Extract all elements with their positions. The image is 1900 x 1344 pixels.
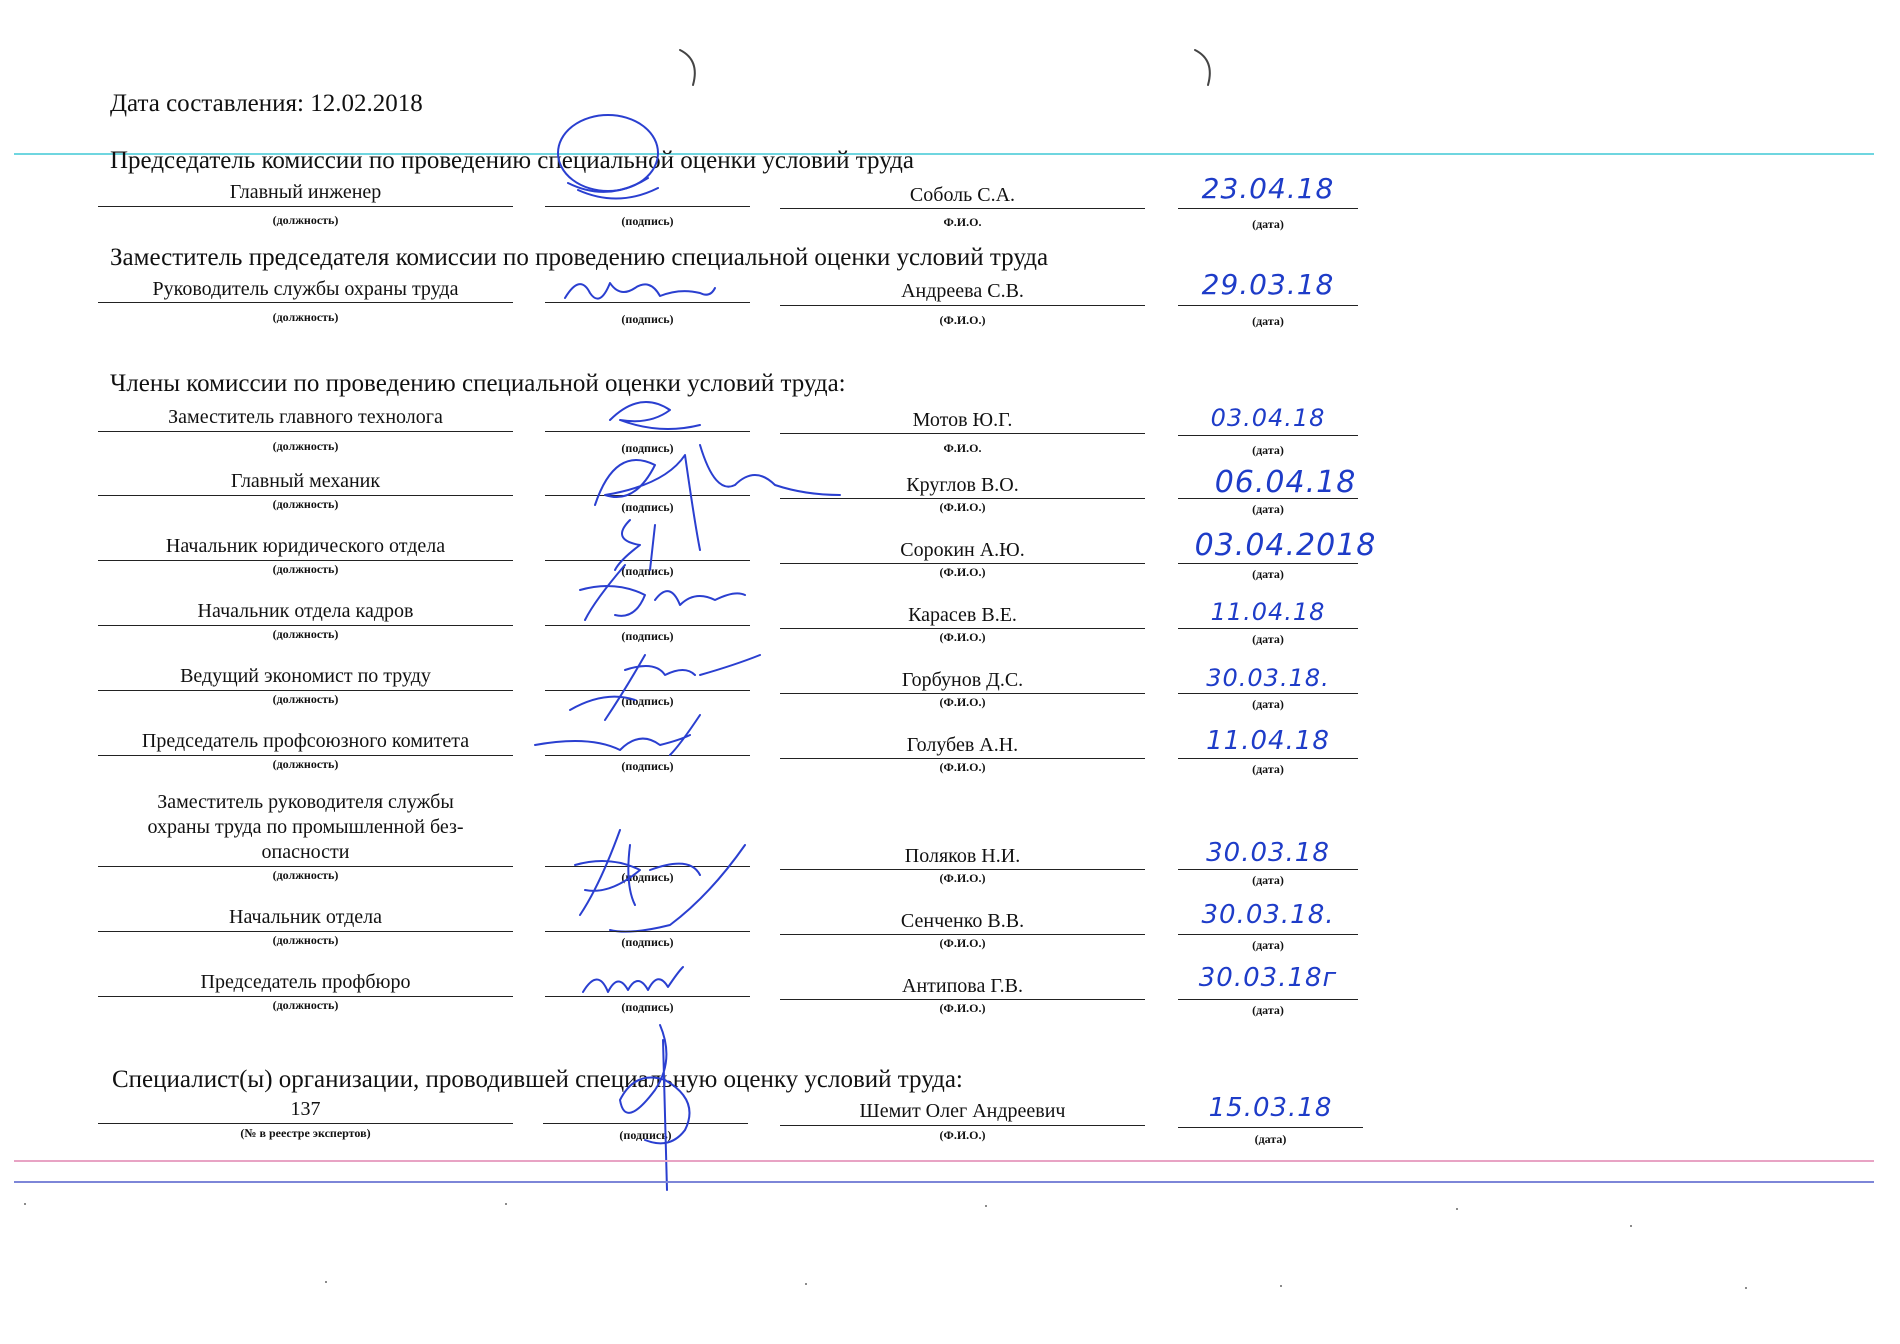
scan-dot: [1280, 1285, 1282, 1287]
chairman-header: Председатель комиссии по проведению специальной оценки условий труда: [110, 147, 914, 174]
specialist-signature-caption: (подпись): [619, 1128, 672, 1142]
member-name-caption: Ф.И.О.: [943, 441, 982, 455]
member-signature: [578, 962, 688, 1002]
specialist-name-caption: (Ф.И.О.): [939, 1128, 986, 1142]
scan-dot: [1630, 1225, 1632, 1227]
scan-mark-left: [675, 45, 705, 90]
member-date: 03.04.18: [1210, 404, 1326, 432]
deputy-date-caption: (дата): [1252, 314, 1284, 328]
deputy-signature-caption: (подпись): [621, 312, 674, 326]
member-name-line: [780, 869, 1145, 870]
member-position: Председатель профбюро: [200, 971, 411, 993]
member-date-line: [1178, 628, 1358, 629]
chairman-date-caption: (дата): [1252, 217, 1284, 231]
specialist-registry-number: 137: [290, 1098, 321, 1120]
member-date: 30.03.18.: [1206, 664, 1330, 692]
chairman-position: Главный инженер: [229, 181, 382, 203]
member-signature-caption: (подпись): [621, 564, 674, 578]
member-name-line: [780, 758, 1145, 759]
member-name: Голубев А.Н.: [906, 734, 1019, 756]
member-date-caption: (дата): [1252, 938, 1284, 952]
member-name-caption: (Ф.И.О.): [939, 565, 986, 579]
member-signature-caption: (подпись): [621, 629, 674, 643]
member-position-line: [98, 625, 513, 626]
member-position: Ведущий экономист по труду: [180, 665, 431, 687]
deputy-name: Андреева С.В.: [901, 280, 1024, 302]
member-position-line: [98, 755, 513, 756]
member-name-line: [780, 563, 1145, 564]
member-signature-caption: (подпись): [621, 694, 674, 708]
chairman-name: Соболь С.А.: [909, 184, 1016, 206]
member-date-caption: (дата): [1252, 632, 1284, 646]
member-date-line: [1178, 435, 1358, 436]
chairman-date: 23.04.18: [1201, 172, 1335, 205]
member-position-line: [98, 996, 513, 997]
specialist-name-line: [780, 1125, 1145, 1126]
member-position-line-3: опасности: [261, 841, 350, 863]
member-date-caption: (дата): [1252, 1003, 1284, 1017]
member-position-line: [98, 931, 513, 932]
member-position: Председатель профсоюзного комитета: [141, 730, 470, 752]
scan-dot: [24, 1203, 26, 1205]
scan-dot: [1745, 1287, 1747, 1289]
member-signature: [530, 710, 720, 760]
member-date: 30.03.18: [1206, 838, 1330, 868]
member-position: Начальник отдела: [229, 906, 382, 928]
specialist-registry-line: [98, 1123, 513, 1124]
member-date: 11.04.18: [1210, 598, 1326, 626]
member-signature: [575, 560, 750, 630]
member-date-line: [1178, 563, 1358, 564]
member-position: Заместитель главного технолога: [168, 406, 443, 428]
scan-dot: [1456, 1208, 1458, 1210]
member-date: 03.04.2018: [1194, 528, 1377, 563]
deputy-position-line: [98, 302, 513, 303]
scan-dot: [805, 1283, 807, 1285]
member-position: [98, 790, 513, 865]
member-date-caption: (дата): [1252, 697, 1284, 711]
member-position-line: [98, 431, 513, 432]
member-name-caption: (Ф.И.О.): [939, 936, 986, 950]
compilation-date: Дата составления: 12.02.2018: [110, 90, 423, 117]
specialist-name: Шемит Олег Андреевич: [859, 1100, 1066, 1122]
member-date: 06.04.18: [1214, 465, 1357, 500]
member-name: Сенченко В.В.: [900, 910, 1025, 932]
member-name: Горбунов Д.С.: [901, 669, 1024, 691]
deputy-name-line: [780, 305, 1145, 306]
member-name-caption: (Ф.И.О.): [939, 760, 986, 774]
specialist-date-line: [1178, 1127, 1363, 1128]
member-signature-caption: (подпись): [621, 441, 674, 455]
member-position-caption: (должность): [272, 562, 339, 576]
deputy-position: Руководитель службы охраны труда: [152, 278, 459, 300]
member-date: 11.04.18: [1206, 726, 1330, 756]
member-date-caption: (дата): [1252, 443, 1284, 457]
member-name-line: [780, 999, 1145, 1000]
member-date: 30.03.18г: [1198, 963, 1338, 993]
scan-band-pink: [14, 1160, 1874, 1162]
deputy-signature: [560, 268, 720, 313]
deputy-header: Заместитель председателя комиссии по проведению специальной оценки условий труда: [110, 244, 1049, 271]
scan-dot: [325, 1281, 327, 1283]
chairman-position-line: [98, 206, 513, 207]
member-name: Карасев В.Е.: [908, 604, 1017, 626]
member-name: Антипова Г.В.: [902, 975, 1023, 997]
deputy-position-caption: (должность): [272, 310, 339, 324]
member-name-caption: (Ф.И.О.): [939, 695, 986, 709]
member-name-line: [780, 693, 1145, 694]
member-date-line: [1178, 758, 1358, 759]
member-signature-caption: (подпись): [621, 870, 674, 884]
chairman-date-line: [1178, 208, 1358, 209]
member-position: Начальник отдела кадров: [197, 600, 414, 622]
deputy-date: 29.03.18: [1201, 268, 1335, 301]
chairman-signature: [548, 108, 668, 218]
member-date-line: [1178, 934, 1358, 935]
member-position-caption: (должность): [272, 998, 339, 1012]
member-name: Мотов Ю.Г.: [912, 409, 1013, 431]
chairman-signature-caption: (подпись): [621, 214, 674, 228]
scan-band-blue: [14, 1181, 1874, 1183]
member-date-line: [1178, 693, 1358, 694]
member-name-caption: (Ф.И.О.): [939, 871, 986, 885]
deputy-date-line: [1178, 305, 1358, 306]
member-position-line: [98, 690, 513, 691]
deputy-name-caption: (Ф.И.О.): [939, 313, 986, 327]
specialist-signature: [605, 1020, 715, 1195]
member-signature-caption: (подпись): [621, 759, 674, 773]
specialist-date: 15.03.18: [1208, 1093, 1333, 1123]
member-date-line: [1178, 999, 1358, 1000]
member-position-line: [98, 866, 513, 867]
member-position-caption: (должность): [272, 439, 339, 453]
member-position-line-2: охраны труда по промышленной без-: [147, 816, 464, 838]
member-date-caption: (дата): [1252, 762, 1284, 776]
member-position-caption: (должность): [272, 627, 339, 641]
member-position-line: [98, 495, 513, 496]
specialist-date-caption: (дата): [1254, 1132, 1287, 1146]
member-signature-caption: (подпись): [621, 1000, 674, 1014]
member-date-line: [1178, 869, 1358, 870]
specialist-registry-caption: (№ в реестре экспертов): [240, 1126, 371, 1140]
member-position-caption: (должность): [272, 933, 339, 947]
member-signature-line: [545, 931, 750, 932]
member-name: Поляков Н.И.: [904, 845, 1021, 867]
scan-dot: [505, 1203, 507, 1205]
member-date-caption: (дата): [1252, 567, 1284, 581]
members-header: Члены комиссии по проведению специальной оценки условий труда:: [110, 370, 846, 397]
member-signature-caption: (подпись): [621, 935, 674, 949]
member-name-line: [780, 934, 1145, 935]
specialist-header: Специалист(ы) организации, проводившей специальную оценку условий труда:: [112, 1066, 963, 1093]
scan-dot: [985, 1205, 987, 1207]
member-date-line: [1178, 498, 1358, 499]
member-position-caption: (должность): [272, 692, 339, 706]
member-name-caption: (Ф.И.О.): [939, 500, 986, 514]
member-position-line-1: Заместитель руководителя службы: [157, 791, 454, 813]
member-signature-caption: (подпись): [621, 500, 674, 514]
member-name-caption: (Ф.И.О.): [939, 1001, 986, 1015]
scan-mark-right: [1190, 45, 1220, 90]
member-date-caption: (дата): [1252, 873, 1284, 887]
member-signature: [570, 825, 750, 935]
chairman-position-caption: (должность): [272, 213, 339, 227]
member-name: Круглов В.О.: [906, 474, 1019, 496]
chairman-name-caption: Ф.И.О.: [943, 215, 982, 229]
member-position-caption: (должность): [272, 868, 339, 882]
member-position-line: [98, 560, 513, 561]
member-position: Начальник юридического отдела: [165, 535, 446, 557]
member-name: Сорокин А.Ю.: [900, 539, 1025, 561]
member-date: 30.03.18.: [1201, 900, 1335, 930]
member-name-caption: (Ф.И.О.): [939, 630, 986, 644]
member-position-caption: (должность): [272, 497, 339, 511]
member-date-caption: (дата): [1252, 502, 1284, 516]
member-name-line: [780, 628, 1145, 629]
member-position: Главный механик: [230, 470, 381, 492]
member-position-caption: (должность): [272, 757, 339, 771]
chairman-name-line: [780, 208, 1145, 209]
